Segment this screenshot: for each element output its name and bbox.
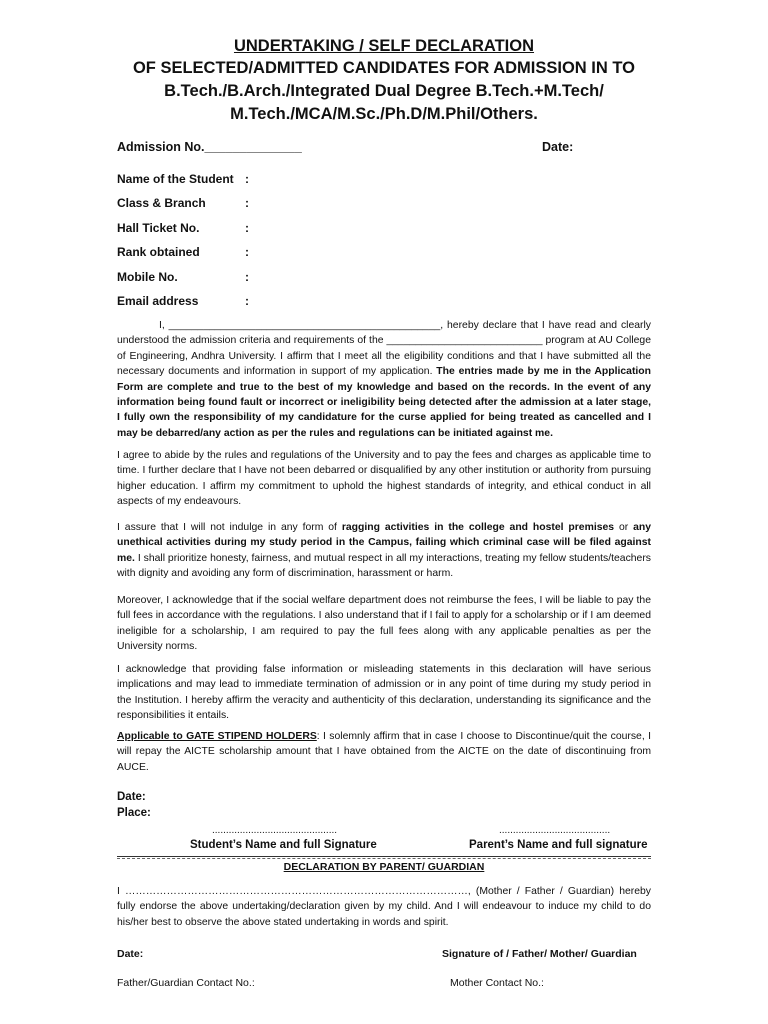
field-email: Email address (117, 294, 199, 308)
field-mobile: Mobile No. (117, 270, 178, 284)
field-colon: : (245, 172, 249, 186)
field-class-branch: Class & Branch (117, 196, 206, 210)
title-line-3: B.Tech./B.Arch./Integrated Dual Degree B.Tech.+M.Tech/ (164, 82, 604, 100)
para6-text: : I solemnly affirm that in case I choose to Discontinue/quit the course, I will repay the AICTE scholarship amount that I have obtained from the AICTE on the date of discontinuing from AUCE. (117, 731, 651, 773)
admission-no-label: Admission No.______________ (117, 140, 302, 154)
para3-mid: or (614, 522, 634, 533)
footer-date-label: Date: (117, 791, 146, 803)
title-line-4: M.Tech./MCA/M.Sc./Ph.D/M.Phil/Others. (230, 105, 538, 123)
guardian-declaration-heading: DECLARATION BY PARENT/ GUARDIAN (283, 861, 485, 873)
para1-bold: The entries made by me in the Application Form are complete and true to the best of my knowledge and based on the records. In the event of any information being found fault or incorrect or ineligibility being detected after the admission at a later stage, I fully own the responsibility of my candidature for the curse applied for being treated as cancelled and I may be debarred/any action as per the rules and regulations can be initiated against me. (117, 366, 652, 439)
separator-line (117, 856, 651, 857)
student-signature-line: ............................................. (212, 825, 338, 836)
declaration-paragraph-2: I agree to abide by the rules and regulations of the University and to pay the fees and charges as applicable time to time. I further declare that I have not been debarred or disqualified by any other institution or authority from pursuing higher education. I affirm my commitment to uphold the highest standards of integrity, and ethical conduct in all aspects of my endeavours. (117, 450, 651, 508)
guardian-declaration-text: I ………………………………………………………………………………………, (Mother / Father / Guardian) hereby fully endorse the above undertaking/declaration given by my child. And I will endeavour to induce my child to do his/her best to observe the above stated undertaking in words and spirit. (117, 886, 651, 928)
para1-text: I, _______________________________________________, hereby declare that I have read and clearly understood the admission criteria and requirements of the ___________________________ program at AU College of Engineering, Andhra University. I affirm that I meet all the eligibility conditions and that I have submitted all the necessary documents and information in support of my application. (117, 320, 651, 378)
footer-place-label: Place: (117, 807, 151, 819)
para3-end: I shall prioritize honesty, fairness, and mutual respect in all my interactions, treating my fellow students/teachers with dignity and avoiding any form of discrimination, harassment or harm. (117, 552, 651, 580)
field-colon: : (245, 221, 249, 235)
title-line-2: OF SELECTED/ADMITTED CANDIDATES FOR ADMISSION IN TO (132, 59, 636, 77)
parent-signature-label: Parent’s Name and full signature (469, 839, 648, 851)
mother-contact-label: Mother Contact No.: (450, 977, 544, 989)
parent-signature-line: ........................................ (499, 825, 611, 836)
field-colon: : (245, 294, 249, 308)
declaration-paragraph-1 (117, 318, 651, 441)
para3-start: I assure that I will not indulge in any form of (117, 522, 342, 533)
declaration-paragraph-5: I acknowledge that providing false information or misleading statements in this declaration will have serious implications and may lead to immediate termination of admission or in any point of time during my study period in the Institution. I hereby affirm the veracity and authenticity of this declaration, understanding its significance and the responsibilities it entails. (117, 664, 651, 722)
field-student-name: Name of the Student (117, 172, 234, 186)
field-hall-ticket: Hall Ticket No. (117, 221, 200, 235)
field-colon: : (245, 270, 249, 284)
declaration-paragraph-3 (117, 520, 651, 582)
gate-stipend-heading: Applicable to GATE STIPEND HOLDERS (117, 731, 317, 742)
guardian-signature-label: Signature of / Father/ Mother/ Guardian (442, 948, 637, 960)
date-label-top: Date: (542, 140, 574, 154)
separator-line-dashed (117, 858, 651, 859)
field-colon: : (245, 196, 249, 210)
para3-bold-1: ragging activities in the college and hostel premises (341, 522, 615, 533)
declaration-paragraph-6 (117, 729, 651, 775)
title-line-1: UNDERTAKING / SELF DECLARATION (233, 37, 535, 55)
student-signature-label: Student’s Name and full Signature (190, 839, 377, 851)
field-colon: : (245, 245, 249, 259)
guardian-date-label: Date: (117, 948, 144, 960)
father-contact-label: Father/Guardian Contact No.: (117, 977, 255, 989)
para3-bold-2: any unethical activities during my study period in the Campus, failing which criminal case will be filed against me. (117, 522, 652, 564)
field-rank: Rank obtained (117, 245, 200, 259)
declaration-paragraph-4: Moreover, I acknowledge that if the social welfare department does not reimburse the fees, I will be liable to pay the full fees in accordance with the regulations. I also understand that if I fail to apply for a scholarship or if I am deemed ineligible for a scholarship, I am required to pay the full fees along with any applicable penalties as per the University norms. (117, 595, 651, 653)
